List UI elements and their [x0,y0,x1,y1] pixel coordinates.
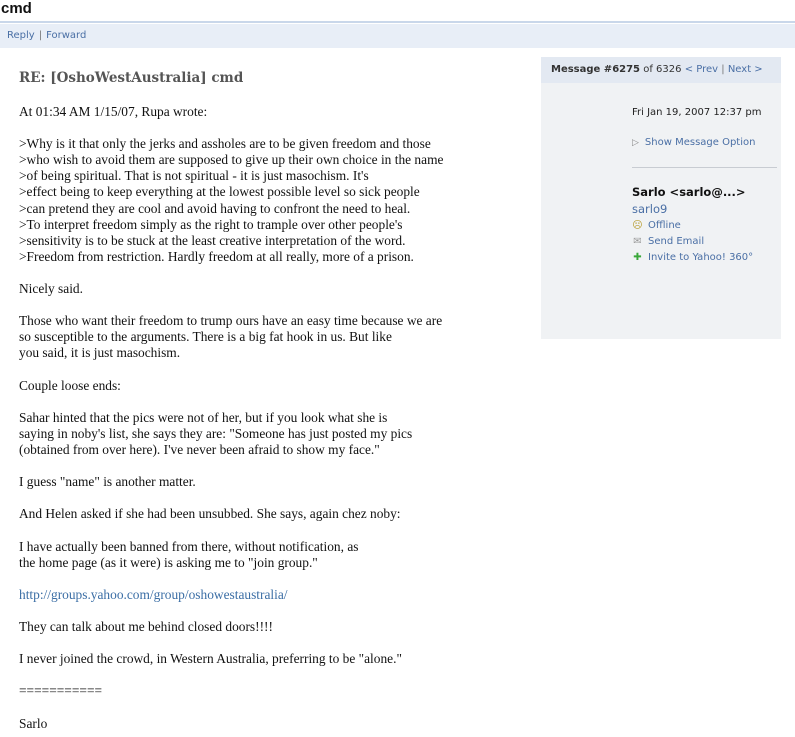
title-divider [0,21,795,23]
body-blank-line [19,297,539,313]
body-blank-line [19,667,539,683]
author-id-link[interactable]: sarlo9 [632,202,668,216]
body-line: I have actually been banned from there, without notification, as [19,538,359,554]
author-name: Sarlo <sarlo@...> [632,185,746,199]
body-line: Sarlo [19,715,48,731]
show-message-options-toggle[interactable] [632,137,781,148]
invite-label: Invite to Yahoo! 360° [648,252,754,263]
body-blank-line [19,490,539,506]
message-nav-header [541,57,781,83]
status-offline [632,220,681,231]
body-line: Sahar hinted that the pics were not of her, but if you look what she is [19,409,388,425]
body-blank-line [19,699,539,715]
prev-link[interactable]: < Prev [684,64,719,75]
message-date: Fri Jan 19, 2007 12:37 pm [632,107,762,118]
plus-icon: ✚ [633,252,642,263]
body-line: >Freedom from restriction. Hardly freedom at all really, more of a prison. [19,248,414,264]
body-blank-line [19,635,539,651]
body-line: I never joined the crowd, in Western Australia, preferring to be "alone." [19,651,402,667]
forward-link[interactable]: Forward [46,30,87,41]
meta-divider [632,167,777,168]
triangle-right-icon: ▷ [632,138,639,148]
body-link-line [19,587,539,603]
body-line: the home page (as it were) is asking me to "join group." [19,554,318,570]
action-bar [0,24,795,48]
body-line: At 01:34 AM 1/15/07, Rupa wrote: [19,104,208,119]
body-blank-line [19,265,539,281]
message-subject: RE: [OshoWestAustralia] cmd [19,70,244,86]
body-line: >who wish to avoid them are supposed to give up their own choice in the name [19,152,444,168]
body-line: >of being spiritual. That is not spiritual - it is just masochism. It's [19,168,369,184]
reply-link[interactable]: Reply [7,30,35,41]
message-number: 6275 [612,64,641,75]
body-line: They can talk about me behind closed doors!!!! [19,619,273,634]
show-options-label: Show Message Option [644,137,756,148]
body-blank-line [19,394,539,410]
body-line: >Why is it that only the jerks and assholes are to be given freedom and those [19,136,431,152]
send-email-link[interactable] [632,236,704,247]
next-link[interactable]: Next > [727,64,763,75]
message-count: of 6326 [643,64,682,75]
group-url-link[interactable]: http://groups.yahoo.com/group/oshowestaustralia/ [19,586,288,602]
nav-separator: | [721,64,725,75]
message-body [19,104,539,732]
body-line: >sensitivity is to be stuck at the least creative interpretation of the word. [19,232,406,248]
body-blank-line [19,120,539,136]
action-separator: | [38,30,43,41]
smiley-offline-icon: ☹ [632,220,643,231]
body-line: I guess "name" is another matter. [19,474,196,490]
message-label: Message # [551,64,613,75]
body-line: you said, it is just masochism. [19,345,181,361]
body-line: And Helen asked if she had been unsubbed. She says, again chez noby: [19,506,401,522]
body-blank-line [19,571,539,587]
body-line: Those who want their freedom to trump ours have an easy time because we are [19,313,443,329]
body-line: (obtained from over here). I've never been afraid to show my face." [19,441,380,457]
envelope-icon: ✉ [633,236,642,247]
body-line: =========== [19,683,103,699]
body-line: saying in noby's list, she says they are: "Someone has just posted my pics [19,425,413,441]
body-blank-line [19,603,539,619]
body-blank-line [19,458,539,474]
body-blank-line [19,522,539,538]
body-line: Couple loose ends: [19,377,121,393]
body-blank-line [19,362,539,378]
send-email-label: Send Email [648,236,705,247]
body-line: >effect being to keep everything at the lowest possible level so sick people [19,184,420,200]
invite-360-link[interactable] [632,252,753,263]
body-line: >can pretend they are cool and avoid having to confront the need to heal. [19,200,411,216]
body-line: Nicely said. [19,281,83,297]
status-label: Offline [648,220,681,231]
body-line: >To interpret freedom simply as the right to trample over other people's [19,216,403,232]
page-title: cmd [0,0,795,22]
body-line: so susceptible to the arguments. There is a big fat hook in us. But like [19,329,392,345]
